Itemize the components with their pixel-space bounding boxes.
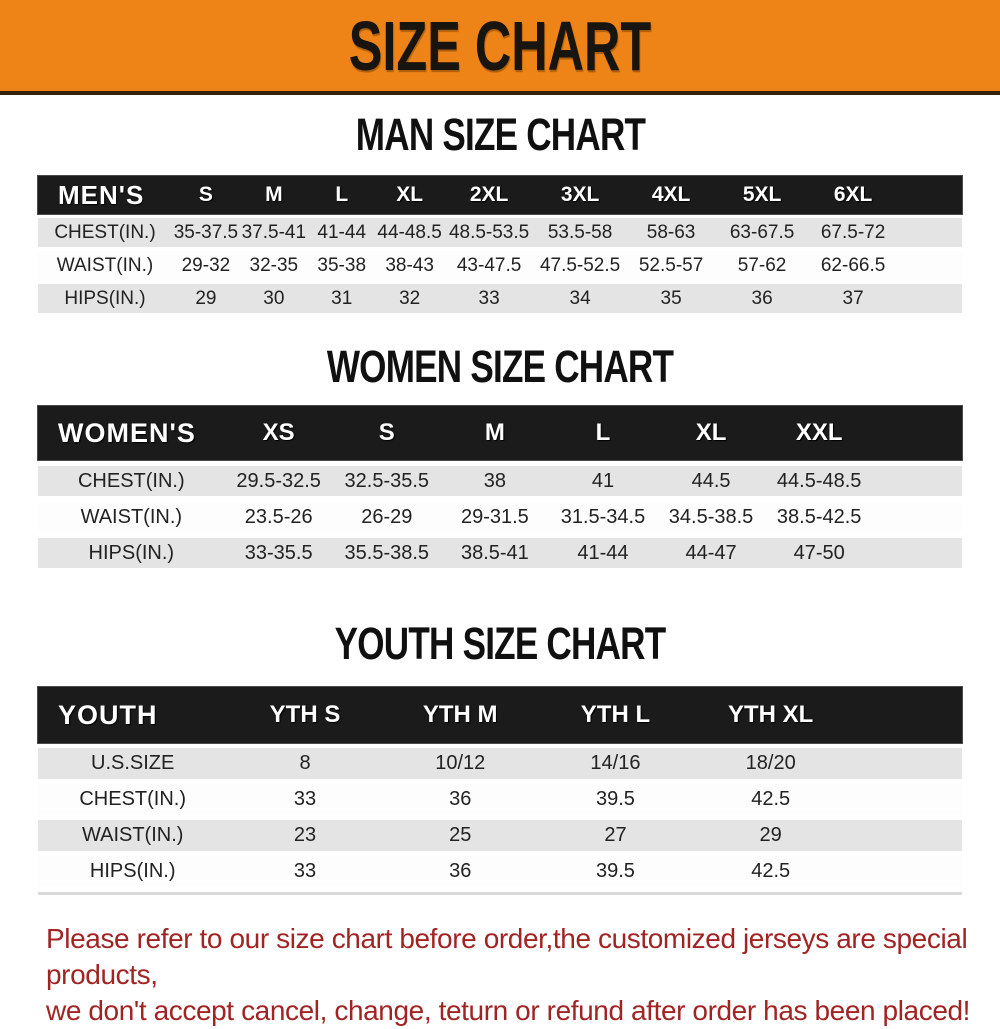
man-section-title [0,109,1000,160]
table-cell: 33 [293,788,317,810]
table-cell: 18/20 [745,752,796,774]
men-header-label: MEN'S [58,179,145,210]
men-waist-label: WAIST(IN.) [56,254,154,276]
table-cell: 33 [478,287,500,309]
order-policy-note [46,921,976,1029]
table-cell: 8 [299,752,311,774]
women-header-label: WOMEN'S [58,417,196,448]
table-cell: 36 [751,287,773,309]
men-hips-row [38,284,962,313]
youth-col-xl: YTH XL [728,701,814,728]
women-waist-label: WAIST(IN.) [80,505,183,528]
table-cell: 35.5-38.5 [344,541,430,564]
youth-size-table [38,687,962,887]
youth-hips-row [38,856,962,887]
table-cell: 63-67.5 [729,221,795,243]
table-cell: 23 [293,824,317,846]
table-cell: 29-31.5 [460,505,529,528]
men-col-6xl: 6XL [833,183,873,206]
men-table-header-row [38,176,962,214]
table-cell: 67.5-72 [820,221,886,243]
order-policy-line2: we don't accept cancel, change, teturn or refund after order has been placed! [46,995,971,1026]
youth-col-l: YTH L [580,701,651,728]
women-col-xl: XL [695,419,727,446]
table-cell: 31 [331,287,353,309]
table-cell: 47-50 [793,541,845,564]
women-section-title-text: WOMEN SIZE CHART [326,341,674,392]
table-cell: 31.5-34.5 [560,505,646,528]
men-col-xl: XL [396,183,424,206]
table-cell: 42.5 [751,860,791,882]
women-section-title [0,341,1000,392]
youth-chest-row [38,784,962,815]
table-cell: 58-63 [646,221,696,243]
table-cell: 41-44 [577,541,629,564]
table-cell: 37 [842,287,864,309]
table-cell: 33 [293,860,317,882]
table-cell: 44.5-48.5 [776,469,862,492]
table-cell: 36 [449,788,472,810]
table-cell: 37.5-41 [241,221,307,243]
table-cell: 44.5 [691,469,731,492]
table-cell: 36 [449,860,472,882]
table-cell: 52.5-57 [638,254,704,276]
table-cell: 39.5 [595,788,635,810]
youth-section-title-text: YOUTH SIZE CHART [334,618,666,669]
men-col-m: M [265,183,283,206]
size-chart-banner [0,0,1000,95]
table-cell: 41-44 [317,221,367,243]
youth-table-bottom-line [38,892,962,895]
table-cell: 35 [660,287,682,309]
table-cell: 35-38 [317,254,367,276]
youth-waist-label: WAIST(IN.) [81,824,184,846]
men-col-l: L [335,183,349,206]
table-cell: 32 [399,287,421,309]
table-cell: 38-43 [385,254,434,276]
table-cell: 33-35.5 [244,541,313,564]
youth-header-label: YOUTH [58,699,158,730]
table-cell: 34 [569,287,591,309]
table-cell: 32-35 [249,254,299,276]
youth-col-s: YTH S [269,701,341,728]
table-cell: 30 [263,287,285,309]
table-cell: 35-37.5 [173,221,239,243]
table-cell: 38.5-42.5 [776,505,862,528]
table-cell: 44-48.5 [377,221,442,243]
table-cell: 62-66.5 [820,254,886,276]
men-chest-label: CHEST(IN.) [54,221,156,243]
table-cell: 34.5-38.5 [668,505,754,528]
table-cell: 29.5-32.5 [236,469,321,492]
men-hips-label: HIPS(IN.) [64,287,146,309]
women-chest-label: CHEST(IN.) [77,469,185,492]
youth-chest-label: CHEST(IN.) [79,788,187,810]
men-col-2xl: 2XL [469,183,509,206]
youth-table-header-row [38,687,962,743]
women-col-l: L [595,419,611,446]
man-section-title-text: MAN SIZE CHART [355,109,645,160]
table-cell: 41 [591,469,615,492]
table-cell: 23.5-26 [244,505,313,528]
table-cell: 38 [483,469,506,492]
men-col-3xl: 3XL [560,183,600,206]
men-waist-row [38,251,962,280]
men-col-5xl: 5XL [742,183,782,206]
table-cell: 39.5 [595,860,635,882]
banner-title: SIZE CHART [348,6,652,85]
table-cell: 29 [195,287,217,309]
men-size-table [38,176,962,313]
women-col-m: M [484,419,505,446]
women-hips-row [38,538,962,568]
youth-ussize-label: U.S.SIZE [91,752,175,774]
women-chest-row [38,466,962,496]
youth-waist-row [38,820,962,851]
table-cell: 38.5-41 [460,541,529,564]
table-cell: 43-47.5 [456,254,522,276]
table-cell: 26-29 [361,505,413,528]
table-cell: 44-47 [685,541,737,564]
table-cell: 32.5-35.5 [344,469,430,492]
table-cell: 10/12 [435,752,486,774]
table-cell: 27 [604,824,627,846]
table-cell: 47.5-52.5 [539,254,621,276]
women-size-table [38,406,962,568]
table-cell: 29 [759,824,782,846]
men-col-4xl: 4XL [651,183,691,206]
women-table-header-row [38,406,962,460]
table-cell: 42.5 [751,788,791,810]
table-cell: 53.5-58 [547,221,613,243]
table-cell: 48.5-53.5 [448,221,530,243]
men-chest-row [38,218,962,247]
table-cell: 29-32 [181,254,231,276]
table-cell: 25 [449,824,472,846]
women-col-xs: XS [262,419,295,446]
youth-ussize-row [38,748,962,779]
women-col-xxl: XXL [795,419,843,446]
table-cell: 14/16 [590,752,641,774]
table-cell: 57-62 [737,254,787,276]
women-col-s: S [378,419,395,446]
youth-section-title [0,618,1000,669]
men-col-s: S [198,183,213,206]
women-hips-label: HIPS(IN.) [88,541,175,564]
youth-hips-label: HIPS(IN.) [89,860,176,882]
youth-col-m: YTH M [422,701,498,728]
women-waist-row [38,502,962,532]
order-policy-line1: Please refer to our size chart before order,the customized jerseys are special products, [46,923,968,990]
